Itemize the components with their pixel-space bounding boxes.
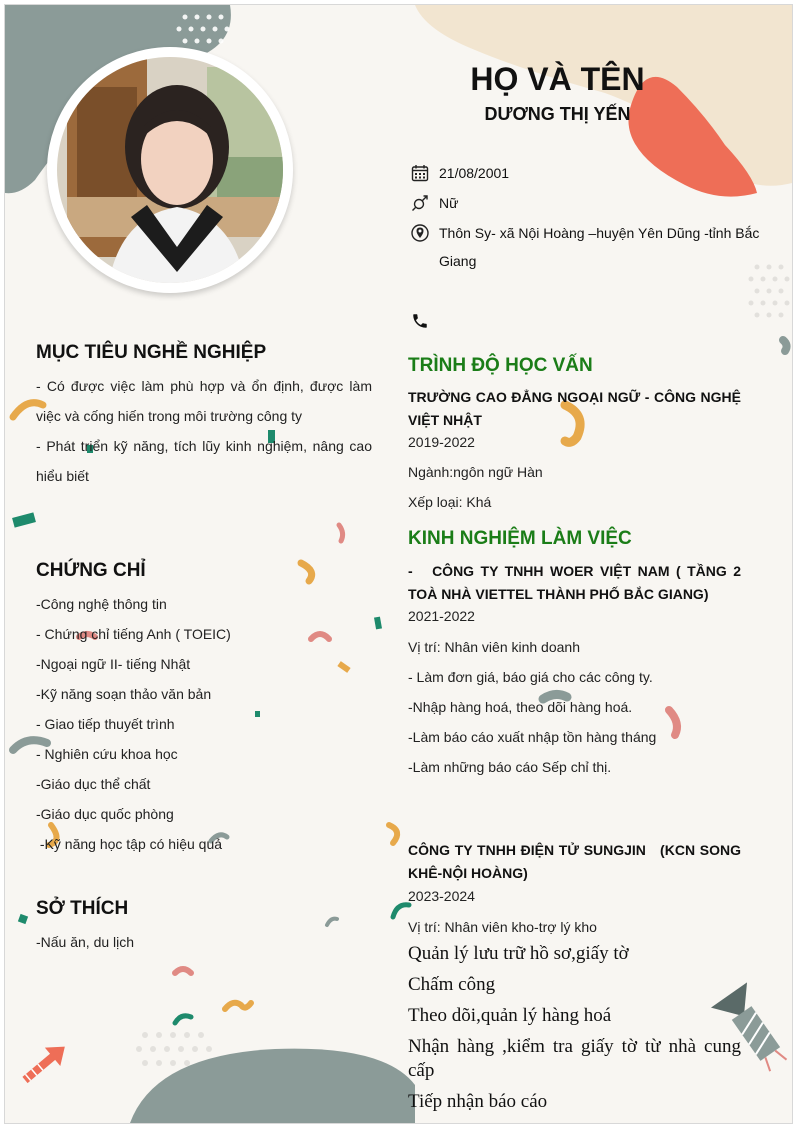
profile-photo — [47, 47, 293, 293]
job-task: -Nhập hàng hoá, theo dõi hàng hoá. — [408, 699, 633, 715]
full-name: DƯƠNG THỊ YẾN — [484, 104, 631, 124]
certificate-item: -Kỹ năng soạn thảo văn bản — [36, 686, 212, 702]
page-title: HỌ VÀ TÊN — [470, 61, 645, 97]
address-value: Thôn Sy- xã Nội Hoàng –huyện Yên Dũng -tỉnh Bắc Giang — [439, 225, 760, 269]
education-grade: Xếp loại: Khá — [408, 494, 492, 510]
certificate-item: -Kỹ năng học tập có hiệu quả — [36, 836, 223, 852]
certificate-item: - Chứng chỉ tiếng Anh ( TOEIC) — [36, 626, 231, 642]
profile-photo-frame — [47, 47, 293, 293]
job-task: -Làm báo cáo xuất nhập tồn hàng tháng — [408, 729, 657, 745]
phone-icon — [409, 307, 431, 335]
dots-bottom — [136, 1032, 212, 1066]
certificate-item: - Giao tiếp thuyết trình — [36, 716, 175, 732]
certificate-item: -Giáo dục thể chất — [36, 776, 151, 792]
certificate-item: -Giáo dục quốc phòng — [36, 806, 174, 822]
job-task: -Làm những báo cáo Sếp chỉ thị. — [408, 759, 612, 775]
career-goal-heading: MỤC TIÊU NGHỀ NGHIỆP — [36, 342, 267, 363]
hobbies-heading: SỞ THÍCH — [36, 898, 129, 919]
arrow-decoration-left — [17, 1037, 72, 1089]
hobby-item: -Nấu ăn, du lịch — [36, 934, 135, 950]
gender-icon — [409, 189, 431, 217]
certificate-item: -Công nghệ thông tin — [36, 596, 167, 612]
gender-value: Nữ — [439, 195, 459, 211]
location-pin-icon — [409, 219, 431, 247]
job-years: 2023-2024 — [408, 888, 475, 904]
hobbies-list — [36, 927, 366, 957]
phone-row — [409, 307, 769, 335]
job-position-text: Vị trí: Nhân viên kho-trợ lý kho — [408, 919, 597, 935]
sage-arc-bottom — [130, 1049, 415, 1123]
certificate-item: -Ngoại ngữ II- tiếng Nhật — [36, 656, 191, 672]
job-task: Nhận hàng ,kiểm tra giấy tờ từ nhà cung cấp — [408, 1036, 741, 1081]
job-task: - Làm đơn giá, báo giá cho các công ty. — [408, 669, 653, 685]
address-row — [409, 219, 769, 275]
job-company: - CÔNG TY TNHH WOER VIỆT NAM ( TẦNG 2 TOÀ NHÀ VIETTEL THÀNH PHỐ BẮC GIANG) — [408, 563, 745, 602]
school-name: TRƯỜNG CAO ĐẲNG NGOẠI NGỮ - CÔNG NGHỆ VIỆT NHẬT — [408, 389, 741, 428]
career-goal-line: - Phát triển kỹ năng, tích lũy kinh nghiệm, nâng cao hiểu biết — [36, 438, 372, 484]
job-company: CÔNG TY TNHH ĐIỆN TỬ SUNGJIN (KCN SONG KHÊ-NỘI HOÀNG) — [408, 842, 745, 881]
job-position — [408, 632, 741, 782]
job-task: Theo dõi,quản lý hàng hoá — [408, 1005, 612, 1026]
dob-value: 21/08/2001 — [439, 165, 510, 181]
gender-row — [409, 189, 769, 217]
certificates-heading: CHỨNG CHỈ — [36, 560, 146, 581]
education-heading: TRÌNH ĐỘ HỌC VẤN — [408, 355, 593, 376]
job-position-text: Vị trí: Nhân viên kinh doanh — [408, 639, 580, 655]
job-task: Quản lý lưu trữ hồ sơ,giấy tờ — [408, 943, 629, 964]
calendar-icon — [409, 159, 431, 187]
certificates-list — [36, 589, 366, 859]
certificate-item: - Nghiên cứu khoa học — [36, 746, 178, 762]
job-task: Tiếp nhận báo cáo — [408, 1091, 548, 1112]
resume-page — [4, 4, 793, 1124]
education-major: Ngành:ngôn ngữ Hàn — [408, 464, 543, 480]
career-goal-line: - Có được việc làm phù hợp và ổn định, được làm việc và cống hiến trong môi trường công ty — [36, 378, 372, 424]
experience-heading: KINH NGHIỆM LÀM VIỆC — [408, 528, 632, 549]
job-tasks-list — [408, 938, 741, 1117]
job-years: 2021-2022 — [408, 608, 475, 624]
dob-row — [409, 159, 769, 187]
education-years: 2019-2022 — [408, 434, 475, 450]
job-task: Chấm công — [408, 974, 496, 995]
career-goal-text — [36, 371, 372, 491]
